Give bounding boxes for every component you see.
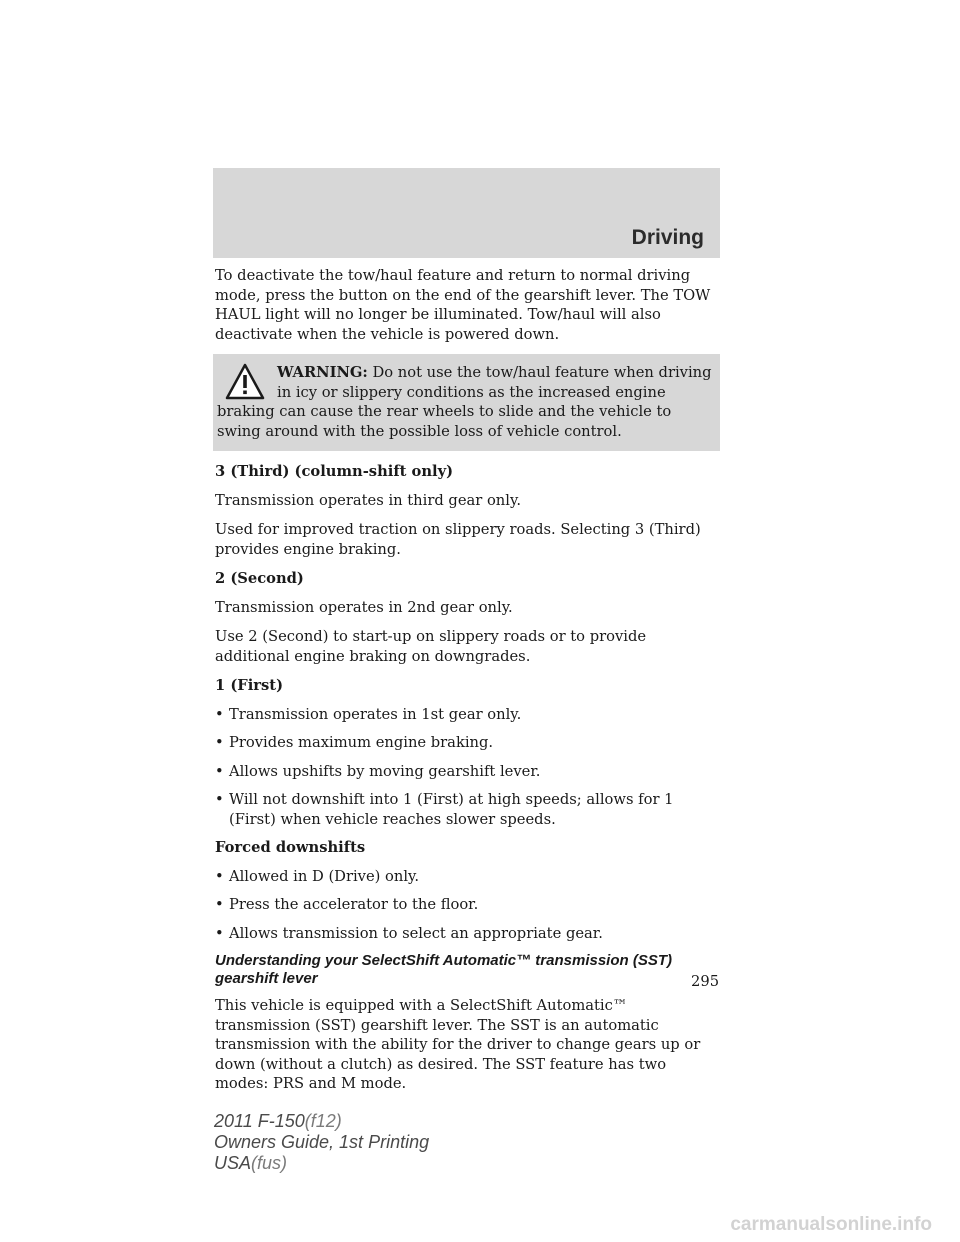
bullet-marker: • [215, 762, 224, 780]
heading-first: 1 (First) [215, 677, 284, 694]
heading-forced-downshifts: Forced downshifts [215, 839, 366, 856]
warning-text: Do not use the tow/haul feature when driving in icy or slippery conditions as the increased engine braking can cause the rear wheels to slide and the vehicle to swing around with the possible loss of vehicle control. [217, 364, 712, 440]
heading-sst: Understanding your SelectShift Automatic™ transmission (SST) gearshift lever [215, 952, 673, 987]
footer-model: 2011 F-150 [214, 1111, 305, 1131]
list-item [215, 762, 720, 782]
list-item-text: Transmission operates in 1st gear only. [229, 705, 522, 723]
list-item-text: Allows upshifts by moving gearshift lever. [229, 762, 541, 780]
list-item [215, 705, 720, 725]
document-footer [214, 1111, 429, 1174]
section-title: Driving [631, 226, 704, 249]
footer-line-1 [214, 1111, 429, 1132]
list-item [215, 867, 720, 887]
watermark: carmanualsonline.info [730, 1214, 932, 1235]
bullet-marker: • [215, 791, 224, 808]
second-paragraph-1: Transmission operates in 2nd gear only. [215, 598, 513, 616]
section-header [213, 168, 720, 258]
page-number: 295 [691, 973, 720, 990]
bullet-marker: • [215, 896, 224, 913]
list-item [215, 733, 720, 753]
footer-line-2: Owners Guide, 1st Printing [214, 1132, 430, 1152]
third-paragraph-1: Transmission operates in third gear only. [215, 491, 521, 509]
page-content [215, 266, 720, 1104]
warning-box [213, 354, 720, 451]
list-item [215, 790, 720, 829]
sst-paragraph-1: This vehicle is equipped with a SelectShift Automatic™ transmission (SST) gearshift lever. The SST is an automatic transmission with the ability for the driver to change gears up or down (without a clutch) as desired. The SST feature has two modes: PRS and M mode. [215, 997, 701, 1092]
heading-second: 2 (Second) [215, 570, 304, 587]
list-item [215, 895, 720, 915]
list-item-text: Allowed in D (Drive) only. [229, 867, 420, 885]
list-item-text: Press the accelerator to the floor. [229, 896, 479, 913]
warning-label: WARNING: [277, 364, 368, 381]
bullet-marker: • [215, 867, 224, 885]
footer-model-code: (f12) [304, 1111, 342, 1131]
warning-triangle-icon [225, 363, 265, 401]
list-item-text: Provides maximum engine braking. [229, 734, 494, 751]
intro-paragraph: To deactivate the tow/haul feature and return to normal driving mode, press the button on the end of the gearshift lever. The TOW HAUL light will no longer be illuminated. Tow/haul will also deactivate when the vehicle is powered down. [215, 267, 711, 343]
list-item-text: Allows transmission to select an appropriate gear. [229, 924, 603, 942]
list-item-text: Will not downshift into 1 (First) at high speeds; allows for 1 (First) when vehicle reaches slower speeds. [229, 791, 674, 828]
footer-line-3 [214, 1153, 429, 1174]
footer-market: USA [214, 1153, 252, 1173]
list-item [215, 924, 720, 944]
bullet-marker: • [215, 705, 224, 723]
bullet-marker: • [215, 734, 224, 751]
second-paragraph-2: Use 2 (Second) to start-up on slippery roads or to provide additional engine braking on downgrades. [215, 628, 647, 665]
bullet-marker: • [215, 924, 224, 942]
heading-third: 3 (Third) (column-shift only) [215, 463, 454, 480]
third-paragraph-2: Used for improved traction on slippery roads. Selecting 3 (Third) provides engine braking. [215, 521, 701, 558]
footer-market-code: (fus) [251, 1153, 288, 1173]
